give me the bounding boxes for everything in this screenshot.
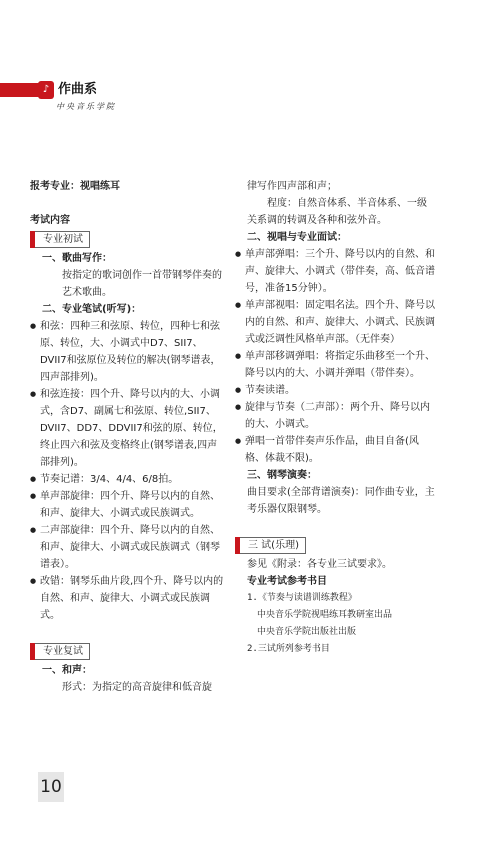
exam-major: 报考专业：视唱练耳 xyxy=(30,181,120,192)
reference-item: 1.《节奏与读谱训练教程》 xyxy=(247,593,357,603)
music-note-icon: ♪ xyxy=(42,84,50,95)
third-round-body: 参见《附录：各专业三试要求》。 xyxy=(247,559,392,570)
page-number: 10 xyxy=(38,772,64,802)
reference-item: 2.三试所列参考书目 xyxy=(247,644,330,654)
harmony-form: 形式：为指定的高音旋律和低音旋 xyxy=(62,682,212,693)
tag-second-round: 专业复试 xyxy=(30,643,90,660)
list-item: ● 二声部旋律：四个升、降号以内的自然、和声、旋律大、小调式或民族调式（钢琴谱表）。 xyxy=(30,522,225,573)
right-column xyxy=(235,178,435,658)
reference-books-title: 专业考试参考书目 xyxy=(247,576,327,587)
list-item: ● 节奏读谱。 xyxy=(235,382,435,399)
list-item: ● 单声部移调弹唱：将指定乐曲移至一个升、降号以内的大、小调并弹唱（带伴奏）。 xyxy=(235,348,435,382)
conservatory-name: 中央音乐学院 xyxy=(56,102,116,111)
reference-publisher: 中央音乐学院视唱练耳教研室出品 xyxy=(257,610,393,620)
tag-third-round: 三 试(乐理) xyxy=(235,537,306,554)
harmony-form-cont: 律写作四声部和声； xyxy=(247,181,337,192)
list-item: ● 改错：钢琴乐曲片段,四个升、降号以内的自然、和声、旋律大、小调式或民族调式。 xyxy=(30,573,225,624)
list-item: ● 弹唱一首带伴奏声乐作品，曲目自备(风格、体裁不限)。 xyxy=(235,433,435,467)
reference-publisher: 中央音乐学院出版社出版 xyxy=(257,627,357,637)
piano-body: 曲目要求(全部背谱演奏)：同作曲专业，主考乐器仅限钢琴。 xyxy=(247,487,435,515)
left-column xyxy=(30,178,225,696)
tag-first-round: 专业初试 xyxy=(30,231,90,248)
list-item: ● 和弦连接：四个升、降号以内的大、小调式，含D7、副属七和弦原、转位,SII7、DVII7、DD7、DDVII7和弦的原、转位，终止四六和弦及变格终止(钢琴谱表,四声部排列)。 xyxy=(30,386,225,471)
dictation-title: 二、专业笔试(听写)： xyxy=(42,304,142,315)
department-title: 作曲系 xyxy=(58,82,98,97)
song-writing-body: 按指定的歌词创作一首带钢琴伴奏的艺术歌曲。 xyxy=(62,270,222,298)
list-item: ● 单声部旋律：四个升、降号以内的自然、和声、旋律大、小调式或民族调式。 xyxy=(30,488,225,522)
harmony-title: 一、和声： xyxy=(42,665,92,676)
list-item: ● 旋律与节奏（二声部）：两个升、降号以内的大、小调式。 xyxy=(235,399,435,433)
song-writing-title: 一、歌曲写作： xyxy=(42,253,112,264)
list-item: ● 单声部视唱：固定唱名法。四个升、降号以内的自然、和声、旋律大、小调式、民族调式或泛调性风格单声部。（无伴奏） xyxy=(235,297,435,348)
sight-singing-title: 二、视唱与专业面试： xyxy=(247,232,347,243)
list-item: ● 和弦：四种三和弦原、转位，四种七和弦原、转位，大、小调式中D7、SII7、DVII7和弦原位及转位的解决(钢琴谱表，四声部排列)。 xyxy=(30,318,225,386)
list-item: ● 单声部弹唱：三个升、降号以内的自然、和声、旋律大、小调式（带伴奏，高、低音谱号，准备15分钟）。 xyxy=(235,246,435,297)
piano-title: 三、钢琴演奏： xyxy=(247,470,317,481)
harmony-scope: 程度：自然音体系、半音体系、一级关系调的转调及各种和弦外音。 xyxy=(247,198,427,226)
exam-content-heading: 考试内容 xyxy=(30,215,70,226)
list-item: ● 节奏记谱：3/4、4/4、6/8拍。 xyxy=(30,471,225,488)
